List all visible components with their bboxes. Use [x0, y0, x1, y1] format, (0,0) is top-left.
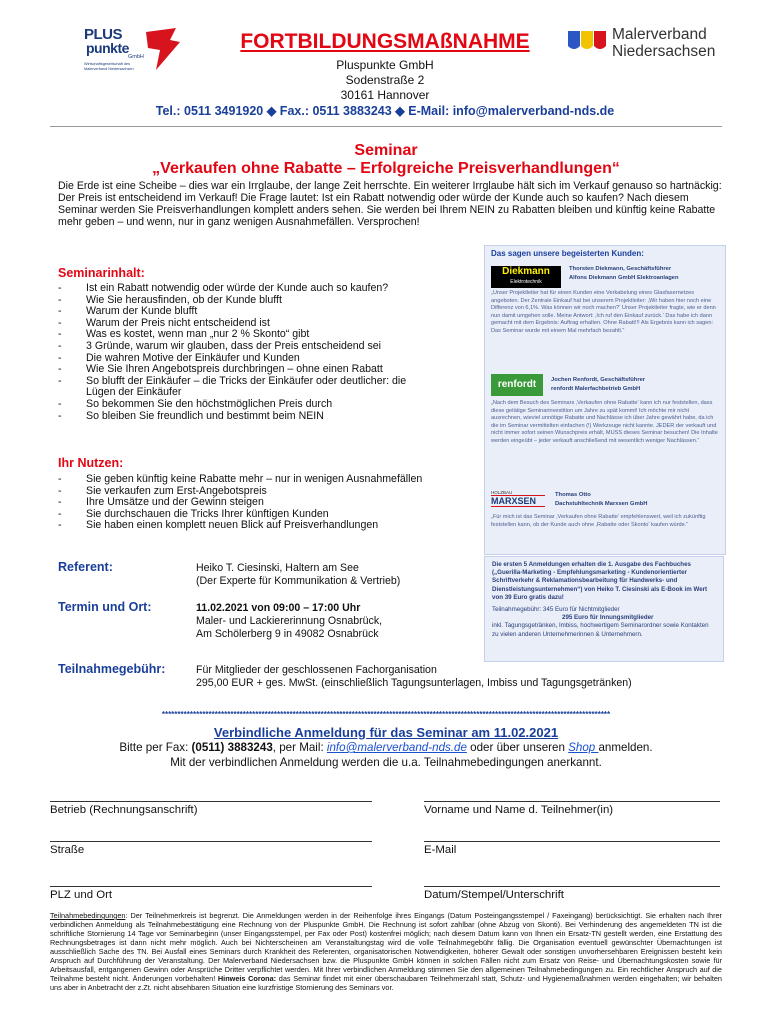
list-item: - 3 Gründe, warum wir glauben, dass der Preis entscheidend sei — [58, 341, 428, 353]
pluspunkte-logo — [84, 26, 184, 82]
registration-heading: Verbindliche Anmeldung für das Seminar am 11.02.2021 — [213, 725, 559, 740]
mail-link[interactable]: info@malerverband-nds.de — [326, 741, 467, 754]
field-label-plz: PLZ und Ort — [50, 889, 113, 901]
star-divider: ************************************************************************************************************************************************ — [161, 710, 611, 719]
list-item: - Sie geben künftig keine Rabatte mehr – nur in wenigen Ausnahmefällen — [58, 474, 478, 486]
header-divider — [50, 126, 722, 127]
renfordt-logo-text: renfordt — [497, 379, 537, 390]
company-city: 30161 Hannover — [340, 88, 430, 102]
content-list — [58, 283, 428, 422]
field-line-street[interactable] — [50, 841, 372, 842]
field-label-email: E-Mail — [424, 844, 457, 856]
page-title: FORTBILDUNGSMAßNAHME — [240, 30, 530, 53]
testimonial-2-company: renfordt Malerfachbetrieb GmbH — [551, 386, 641, 392]
referent-name: Heiko T. Ciesinski, Haltern am See — [196, 562, 359, 574]
testimonial-3-company: Dachstuhltechnik Marxsen GmbH — [555, 501, 648, 507]
logo-text-plus: PLUS — [84, 26, 123, 43]
terms-label: Teilnahmebedingungen — [50, 911, 126, 920]
testimonial-3-text: „Für mich ist das Seminar ‚Verkaufen ohne Rabatte‘ empfehlenswert, weil ich zukünftig feststellen kann, ob der Kunde auch ohne ‚Rabatte oder Skonto‘ kaufen würde.“ — [491, 514, 706, 528]
registration-line-2: Mit der verbindlichen Anmeldung werden die u.a. Teilnahmebedingungen anerkannt. — [170, 756, 602, 769]
malerverband-logo — [566, 26, 726, 66]
logo-malerverband: Malerverband — [612, 26, 707, 43]
promo-fee-1: Teilnahmegebühr: 345 Euro für Nichtmitglieder — [492, 606, 620, 614]
benefits-heading: Ihr Nutzen: — [58, 456, 124, 470]
terms-body: : Der Teilnehmerkreis ist begrenzt. Die Anmeldungen werden in der Reihenfolge ihres Eingangs (Datum Posteingangsstempel / Faxeingang) berücksichtigt. Sie erhalten nach Ihrer verbindlichen Anmeldung als Teilnahmebestätigung eine Rechnung von der Pluspunkte GmbH. Die Rechnung ist sofort zahlbar (ohne Abzug von Skonti). Bei Verhinderung des angemeldeten TN ist die schriftliche Stornierung 14 Tage vor Seminarbeginn (unser Eingangsstempel, per Fax oder Post) kostenfrei möglich; nach diesem Datum kann von Ihnen ein Ersatz-TN gestellt werden, eine Erstattung des Rechnungsbetrages ist dann nicht mehr möglich. Auch bei Nichterscheinen am Veranstaltungstag wird die volle Teilnahmegebühr fällig. Die Organisation eventuell gewünschter Übernachtungen ist ausschließlich Sache des TN. Bei Ausfall eines Seminars durch Krankheit des Referenten, organisatorischen Notwendigkeiten, höherer Gewalt oder sonstigen unvorhersehbaren Ereignissen besteht kein Anspruch auf Durchführung der Veranstaltung. Der Malerverband Niedersachsen bzw. die Pluspunkte GmbH können in solchen Fällen nicht zum Ersatz von Reise- und Übernachtungskosten sowie für Arbeitsausfall, entgangenen Gewinn oder Ansprüche Dritter verpflichtet werden. Mit Ihrer verbindlichen Anmeldung stimmen Sie den allgemeinen Teilnahmebedingungen zu. Ein rechtlicher Anspruch auf die Teilnahme besteht nicht. Änderungen vorbehalten! — [50, 911, 722, 983]
benefits-list — [58, 474, 478, 532]
registration-line-1 — [50, 741, 722, 754]
company-street: Sodenstraße 2 — [345, 73, 425, 87]
field-label-name: Vorname und Name d. Teilnehmer(in) — [424, 804, 614, 816]
field-line-email[interactable] — [424, 841, 720, 842]
list-item: - Ist ein Rabatt notwendig oder würde der Kunde auch so kaufen? — [58, 283, 428, 295]
logo-subtext: Wirtschaftsgesellschaft des Malerverband Niedersachsen — [84, 62, 134, 71]
seminar-kicker: Seminar — [354, 142, 418, 159]
termin-place-1: Maler- und Lackiererinnung Osnabrück, — [196, 615, 383, 627]
list-item: - Was es kostet, wenn man „nur 2 % Skonto“ gibt — [58, 329, 428, 341]
testimonial-1-text: „Unser Projektleiter hat für einen Kunden eine Verkabelung eines Glasfasernetzes angeboten. Der Zentrale Einkauf hat bei unserem Projektleiter: ‚Wir haben hier noch eine Differenz von 6,1%. Was können wir noch machen?‘ Unser Projektleiter fragte, wie er denn nun damit umgehen solle. Meine Antwort: ‚Ich ruf den Einkauf zurück.‘ Das habe ich dann gemacht mit dem Ergebnis: Auftrag erhalten. Ohne Rabatt!!! Als Ergebnis kann ich sagen: Das Seminar wurde mit einem Mal mehrfach bezahlt.“ — [491, 290, 716, 334]
corona-label: Hinweis Corona: — [217, 974, 277, 983]
reg-mid: , per Mail: — [272, 741, 327, 754]
fee-line-1: Für Mitglieder der geschlossenen Fachorganisation — [196, 664, 437, 676]
reg-post: anmelden. — [598, 741, 653, 754]
fee-label: Teilnahmegebühr: — [58, 662, 166, 676]
marxsen-logo-pre: HOLZBAU — [491, 490, 513, 495]
promo-panel — [484, 556, 724, 662]
reg-mid2: oder über unseren — [466, 741, 569, 754]
termin-place-2: Am Schölerberg 9 in 49082 Osnabrück — [196, 628, 379, 640]
logo-text-gmbh: GmbH — [128, 54, 144, 60]
testimonial-3-name: Thomas Otto — [555, 492, 591, 498]
field-line-plz[interactable] — [50, 886, 372, 887]
reg-pre: Bitte per Fax: — [119, 741, 192, 754]
list-item: - Die wahren Motive der Einkäufer und Kunden — [58, 353, 428, 365]
promo-text: Die ersten 5 Anmeldungen erhalten die 1. Ausgabe des Fachbuches („Guerilla-Marketing - Empfehlungsmarketing - Kundenorientierter Schriftverkehr & Reklamationsbearbeitung für Handwerks- und Dienstleistungsunternehmen“) von Heiko T. Ciesinski als E-Book im Wert von 39 Euro gratis dazu! — [492, 561, 708, 601]
diekmann-logo-sub: Elektrotechnik — [510, 279, 542, 285]
promo-note: inkl. Tagungsgetränken, Imbiss, hochwertigem Seminarordner sowie Kontakten zu vielen anderen Unternehmerinnen & Unternehmern. — [492, 622, 709, 638]
termin-label: Termin und Ort: — [58, 600, 152, 614]
list-item: - Ihre Umsätze und der Gewinn steigen — [58, 497, 478, 509]
logo-text-punkte: punkte — [86, 40, 129, 56]
referent-role: (Der Experte für Kommunikation & Vertrieb) — [196, 575, 401, 587]
content-heading: Seminarinhalt: — [58, 266, 145, 280]
crest-icon — [566, 28, 608, 62]
list-item: - Wie Sie herausfinden, ob der Kunde blufft — [58, 295, 428, 307]
referent-label: Referent: — [58, 560, 113, 574]
fax-number: (0511) 3883243 — [191, 741, 273, 754]
testimonials-panel — [484, 245, 726, 555]
testimonials-heading: Das sagen unsere begeisterten Kunden: — [491, 249, 644, 258]
marxsen-logo-text: MARXSEN — [491, 495, 545, 507]
list-item: - Sie haben einen komplett neuen Blick auf Preisverhandlungen — [58, 520, 478, 532]
list-item: - Warum der Preis nicht entscheidend ist — [58, 318, 428, 330]
red-arrow-icon — [142, 26, 182, 72]
list-item: - Sie verkaufen zum Erst-Angebotspreis — [58, 486, 478, 498]
promo-fee-2: 295 Euro für Innungsmitglieder — [562, 614, 654, 622]
field-line-name[interactable] — [424, 801, 720, 802]
testimonial-1-company: Alfons Diekmann GmbH Elektroanlagen — [569, 275, 679, 281]
testimonial-1-name: Thorsten Diekmann, Geschäftsführer — [569, 266, 672, 272]
list-item: - So bleiben Sie freundlich und bestimmt beim NEIN — [58, 411, 428, 423]
fee-line-2: 295,00 EUR + ges. MwSt. (einschließlich Tagungsunterlagen, Imbiss und Tagungsgetränken) — [196, 677, 632, 689]
logo-niedersachsen: Niedersachsen — [612, 43, 716, 60]
field-label-street: Straße — [50, 844, 85, 856]
terms-text — [50, 911, 722, 992]
field-line-betrieb[interactable] — [50, 801, 372, 802]
corona-text: das Seminar findet mit einer überschaubaren Teilnehmerzahl statt, Schutz- und Hygienemaßnahmen werden eingehalten; wir behalten uns aber in Anbetracht der z.Zt. nicht absehbaren Situation eine kurzfristige Stornierung des Seminars vor. — [50, 974, 722, 992]
field-label-betrieb: Betrieb (Rechnungsanschrift) — [50, 804, 198, 816]
contact-line: Tel.: 0511 3491920 ◆ Fax.: 0511 3883243 ◆ E-Mail: info@malerverband-nds.de — [155, 104, 615, 118]
list-item: - Wie Sie Ihren Angebotspreis durchbringen – ohne einen Rabatt — [58, 364, 428, 376]
testimonial-2-name: Jochen Renfordt, Geschäftsführer — [551, 377, 646, 383]
termin-date: 11.02.2021 von 09:00 – 17:00 Uhr — [196, 602, 361, 614]
seminar-intro: Die Erde ist eine Scheibe – dies war ein Irrglaube, der lange Zeit herrschte. Ein weiterer Irrglaube hält sich im Verkauf genauso so hartnäckig: Der Preis ist entscheidend im Verkauf! Die Frage lautet: Ist ein Rabatt notwendig oder würde der Kunde auch so kaufen? Nach diesem Seminar werden Sie Preisverhandlungen komplett anders sehen. Sie werden bei Ihrem NEIN zu Rabatten bleiben und künftig keine Rabatte mehr geben – und wenn, nur in ganz wenigen Ausnahmefällen. Versprochen! — [58, 180, 722, 228]
marxsen-logo — [491, 490, 545, 512]
list-item: - Warum der Kunde blufft — [58, 306, 428, 318]
list-item: - Sie durchschauen die Tricks Ihrer künftigen Kunden — [58, 509, 478, 521]
shop-link[interactable]: Shop — [568, 741, 599, 754]
company-name: Pluspunkte GmbH — [336, 58, 434, 72]
seminar-title: „Verkaufen ohne Rabatte – Erfolgreiche Preisverhandlungen“ — [152, 160, 620, 177]
diekmann-logo-text: Diekmann — [502, 266, 550, 277]
list-item: - So blufft der Einkäufer – die Tricks der Einkäufer oder deutlicher: die Lügen der Einkäufer — [58, 376, 426, 399]
renfordt-logo — [491, 374, 543, 396]
list-item: - So bekommen Sie den höchstmöglichen Preis durch — [58, 399, 428, 411]
field-label-signature: Datum/Stempel/Unterschrift — [424, 889, 564, 901]
diekmann-logo — [491, 266, 561, 288]
field-line-signature[interactable] — [424, 886, 720, 887]
testimonial-2-text: „Nach dem Besuch des Seminars ‚Verkaufen ohne Rabatte‘ kann ich nur feststellen, dass diese getätige Seminarinvestition um Jahre zu spät kommt! Ich möchte mir nicht ausrechnen, wieviel unnötige Rabatte und Nachlässe ich über Jahre gewährt habe, da ich die im Seminar vermittelten einfachen (!) Werkzeuge nicht kannte. JEDER der verkauft und nicht immer sofort seinen Wunschpreis erhält, MUSS dieses Seminar besuchen! Die Inhalte werden eingeübt – jeder verkauft anschließend mit wesentlich weniger Nachlässen.“ — [491, 400, 718, 444]
